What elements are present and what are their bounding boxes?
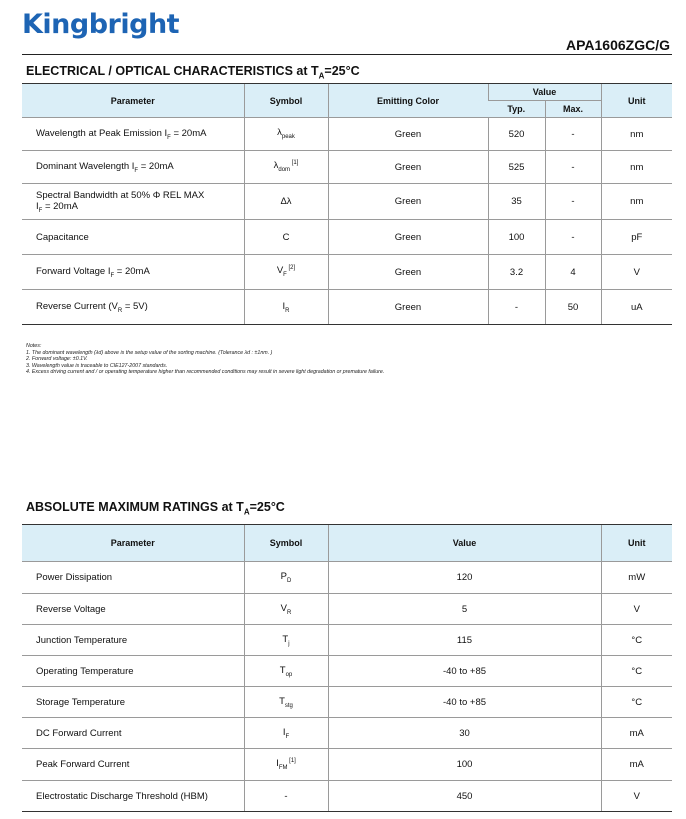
table-row — [22, 656, 672, 687]
symbol-cell: $T_j$ — [244, 625, 328, 656]
symbol-cell: C — [244, 220, 328, 255]
table-row — [22, 151, 672, 184]
param-cell: Wavelength at Peak Emission $I_F = 20mA$ — [22, 118, 244, 151]
table-row — [22, 781, 672, 812]
symbol-cell: $\lambda_{dom}$ [1] — [244, 151, 328, 184]
param-cell: DC Forward Current — [22, 718, 244, 749]
header-unit: Unit — [601, 84, 672, 118]
note-item: 2. Forward voltage: ±0.1V. — [26, 356, 88, 363]
typ-cell: 520 — [488, 118, 545, 151]
param-cell: Storage Temperature — [22, 687, 244, 718]
max-cell: 50 — [545, 290, 601, 325]
param-cell: Operating Temperature — [22, 656, 244, 687]
unit-cell: V — [601, 781, 672, 812]
value-cell: 115 — [328, 625, 601, 656]
unit-cell: nm — [601, 184, 672, 220]
table-row — [22, 625, 672, 656]
typ-cell: - — [488, 290, 545, 325]
symbol-cell: $T_{stg}$ — [244, 687, 328, 718]
header-unit: Unit — [601, 525, 672, 562]
value-cell: 450 — [328, 781, 601, 812]
color-cell: Green — [328, 118, 488, 151]
electrical-characteristics-table — [22, 83, 672, 325]
max-cell: - — [545, 184, 601, 220]
header-parameter: Parameter — [22, 84, 244, 118]
absolute-ratings-table — [22, 524, 672, 812]
note-item: 3. Wavelength value is traceable to CIE127-2007 standards. — [26, 362, 168, 369]
color-cell: Green — [328, 184, 488, 220]
absolute-section-title: ABSOLUTE MAXIMUM RATINGS at $T_A=25^\circ C$ — [26, 500, 285, 517]
unit-cell: V — [601, 255, 672, 290]
symbol-cell: $\lambda_{peak}$ — [244, 118, 328, 151]
param-cell: Reverse Current $(V_R = 5V)$ — [22, 290, 244, 325]
header-symbol: Symbol — [244, 84, 328, 118]
unit-cell: mW — [601, 562, 672, 594]
symbol-cell: Δλ — [244, 184, 328, 220]
header-max: Max. — [545, 101, 601, 118]
max-cell: 4 — [545, 255, 601, 290]
header-emitting-color: Emitting Color — [328, 84, 488, 118]
symbol-cell: $T_{op}$ — [244, 656, 328, 687]
max-cell: - — [545, 220, 601, 255]
symbol-cell: $V_R$ — [244, 594, 328, 625]
unit-cell: mA — [601, 749, 672, 781]
typ-cell: 35 — [488, 184, 545, 220]
table-row — [22, 749, 672, 781]
param-cell: Reverse Voltage — [22, 594, 244, 625]
param-cell: Junction Temperature — [22, 625, 244, 656]
typ-cell: 525 — [488, 151, 545, 184]
unit-cell: nm — [601, 118, 672, 151]
unit-cell: V — [601, 594, 672, 625]
max-cell: - — [545, 118, 601, 151]
param-cell: Forward Voltage $I_F = 20mA$ — [22, 255, 244, 290]
table-row — [22, 290, 672, 325]
part-number: APA1606ZGC/G — [566, 37, 670, 53]
electrical-section-title: ELECTRICAL / OPTICAL CHARACTERISTICS at $T_A=25^\circ C$ — [26, 64, 360, 81]
table-row — [22, 118, 672, 151]
color-cell: Green — [328, 290, 488, 325]
table-row — [22, 255, 672, 290]
note-item: 1. The dominant wavelength (λd) above is the setup value of the sorting machine. (Tolerance λd : ±1nm. ) — [26, 349, 273, 356]
header-value: Value — [488, 84, 601, 101]
note-item: 4. Excess driving current and / or operating temperature higher than recommended conditions may result in severe light degradation or premature failure. — [26, 369, 385, 376]
table-row — [22, 562, 672, 594]
symbol-cell: $I_R$ — [244, 290, 328, 325]
value-cell: -40 to +85 — [328, 687, 601, 718]
param-cell: Electrostatic Discharge Threshold (HBM) — [22, 781, 244, 812]
header-divider — [22, 54, 672, 55]
value-cell: 30 — [328, 718, 601, 749]
value-cell: 120 — [328, 562, 601, 594]
table-row — [22, 594, 672, 625]
param-cell: Dominant Wavelength $I_F = 20mA$ — [22, 151, 244, 184]
param-cell: Power Dissipation — [22, 562, 244, 594]
header-symbol: Symbol — [244, 525, 328, 562]
brand-logo: Kingbright — [22, 9, 180, 40]
unit-cell: nm — [601, 151, 672, 184]
param-cell: Peak Forward Current — [22, 749, 244, 781]
table-row — [22, 718, 672, 749]
max-cell: - — [545, 151, 601, 184]
unit-cell: uA — [601, 290, 672, 325]
unit-cell: mA — [601, 718, 672, 749]
unit-cell: pF — [601, 220, 672, 255]
color-cell: Green — [328, 220, 488, 255]
param-cell: Capacitance — [22, 220, 244, 255]
symbol-cell: $I_F$ — [244, 718, 328, 749]
color-cell: Green — [328, 151, 488, 184]
symbol-cell: $V_F$ [2] — [244, 255, 328, 290]
header-parameter: Parameter — [22, 525, 244, 562]
unit-cell: °C — [601, 656, 672, 687]
table-row — [22, 184, 672, 220]
symbol-cell: - — [244, 781, 328, 812]
unit-cell: °C — [601, 687, 672, 718]
symbol-cell: $P_D$ — [244, 562, 328, 594]
typ-cell: 100 — [488, 220, 545, 255]
notes-label: Notes: — [26, 343, 42, 349]
unit-cell: °C — [601, 625, 672, 656]
value-cell: 100 — [328, 749, 601, 781]
symbol-cell: $I_{FM}$ [1] — [244, 749, 328, 781]
header-typ: Typ. — [488, 101, 545, 118]
typ-cell: 3.2 — [488, 255, 545, 290]
table-row — [22, 220, 672, 255]
color-cell: Green — [328, 255, 488, 290]
header-value: Value — [328, 525, 601, 562]
value-cell: 5 — [328, 594, 601, 625]
param-cell: Spectral Bandwidth at 50% Φ REL MAX $I_F = 20mA$ — [22, 184, 244, 220]
value-cell: -40 to +85 — [328, 656, 601, 687]
notes — [26, 343, 384, 376]
table-row — [22, 687, 672, 718]
